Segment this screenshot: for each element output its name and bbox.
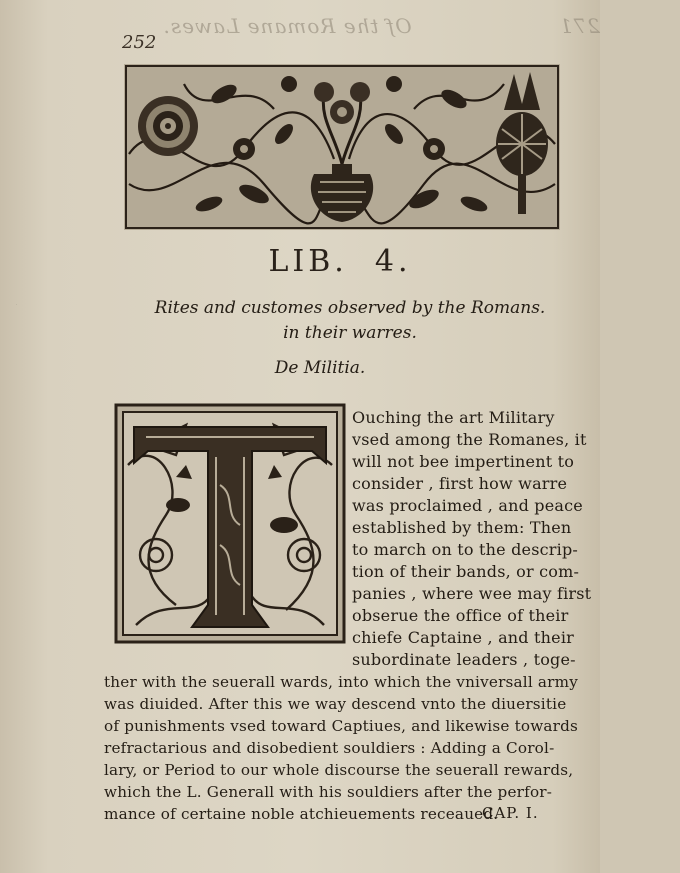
text-line: of punishments vsed toward Captiues, and likewise towards: [104, 717, 579, 735]
text-line: will not bee impertinent to: [352, 452, 575, 471]
text-line: Ouching the art Military: [352, 408, 555, 427]
text-line: mance of certaine noble atchieuements receaued.: [104, 805, 499, 823]
page-number: 252: [122, 32, 157, 53]
text-line: was diuided. After this we way descend vnto the diuersitie: [104, 695, 567, 713]
text-line: tion of their bands, or com-: [352, 562, 580, 581]
book-heading-label: LIB.: [268, 244, 348, 279]
text-line: was proclaimed , and peace: [352, 496, 583, 515]
text-line: subordinate leaders , toge-: [352, 650, 576, 669]
text-line: consider , first how warre: [352, 474, 568, 493]
text-line: chiefe Captaine , and their: [352, 628, 575, 647]
show-through-page-number: 271: [558, 14, 600, 38]
section-heading: De Militia.: [274, 358, 366, 378]
text-line: which the L. Generall with his souldiers after the perfor-: [104, 783, 553, 801]
text-line: ther with the seuerall wards, into which the vniversall army: [104, 673, 579, 691]
show-through-running-head: Of the Romane Lawes.: [162, 14, 412, 38]
book-number: 4.: [374, 244, 412, 279]
subtitle-line-1: Rites and customes observed by the Romans.: [154, 298, 546, 318]
text-line: established by them: Then: [352, 518, 572, 537]
text-line: refractarious and disobedient souldiers : Adding a Corol-: [104, 739, 555, 757]
text-line: obserue the office of their: [352, 606, 569, 625]
subtitle-line-2: in their warres.: [283, 323, 417, 343]
text-line: panies , where wee may first: [352, 584, 592, 603]
catchword: CAP. I.: [482, 804, 539, 822]
drop-cap-letter: T: [16, 305, 17, 306]
text-line: vsed among the Romanes, it: [352, 430, 587, 449]
text-line: to march on to the descrip-: [352, 540, 579, 559]
text-line: lary, or Period to our whole discourse the seuerall rewards,: [104, 761, 574, 779]
